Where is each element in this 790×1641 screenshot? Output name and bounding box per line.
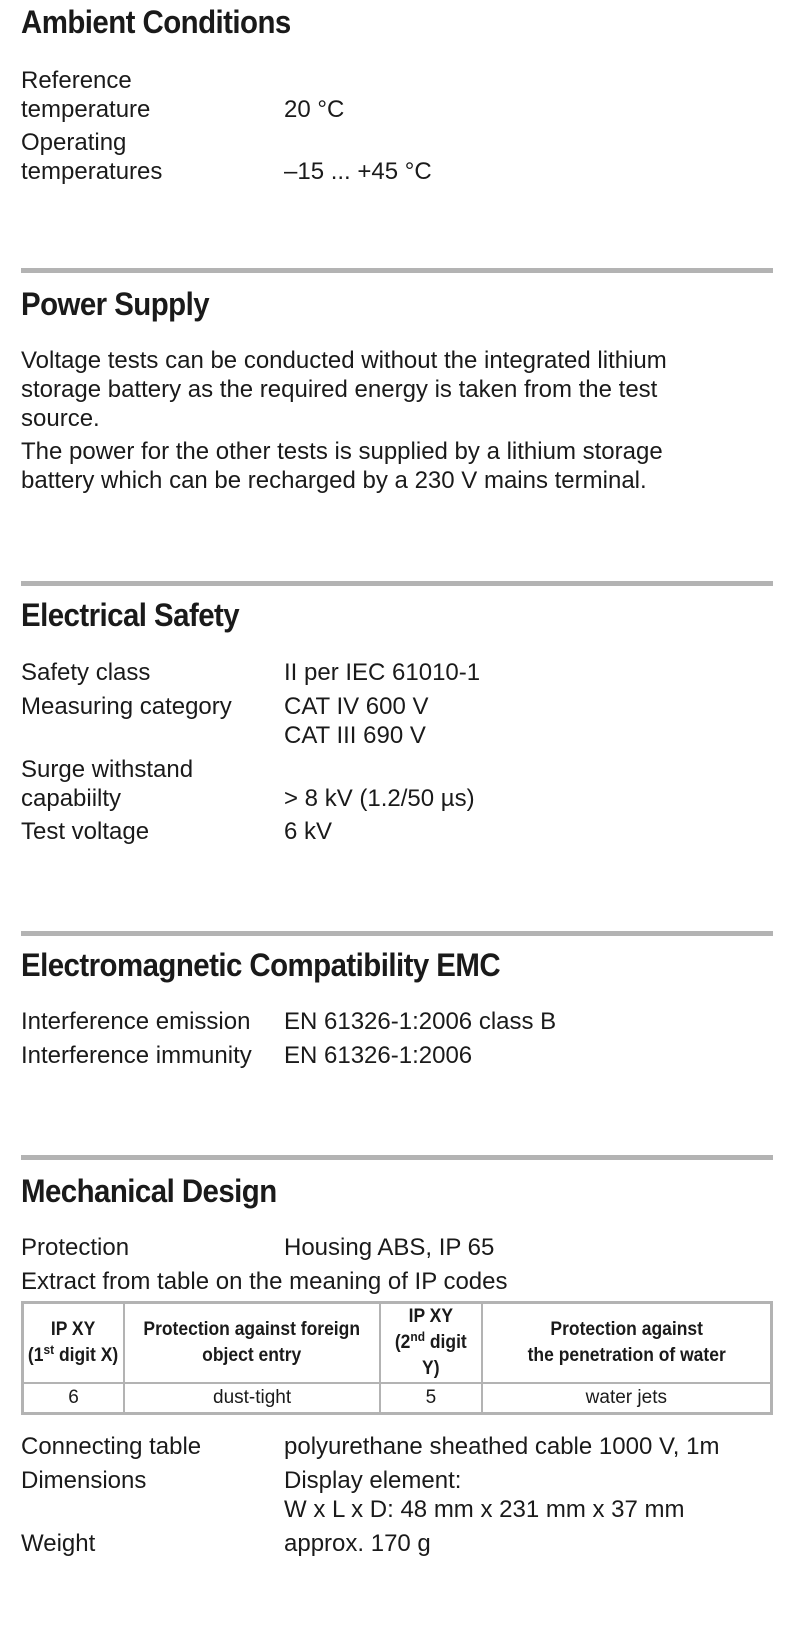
immunity-label: Interference immunity (21, 1042, 252, 1069)
section-divider (21, 268, 773, 273)
test-voltage-label: Test voltage (21, 818, 150, 845)
dimensions-row (21, 1466, 773, 1524)
protection-value: Housing ABS, IP 65 (284, 1234, 495, 1261)
surge-value: > 8 kV (1.2/50 µs) (284, 785, 475, 812)
dimensions-value: Display element: W x L x D: 48 mm x 231 mm x 37 mm (284, 1467, 685, 1523)
connecting-row (21, 1432, 773, 1461)
safety-class-value: II per IEC 61010-1 (284, 659, 481, 686)
measuring-category-label: Measuring category (21, 693, 232, 720)
safety-section (21, 597, 773, 633)
ip-table-header-second-digit: IP XY (2nd digit Y) (380, 1303, 482, 1384)
test-voltage-value: 6 kV (284, 818, 333, 845)
safety-class-row (21, 658, 773, 687)
ip-table-header-first-digit: IP XY (1st digit X) (23, 1303, 125, 1384)
emc-title: Electromagnetic Compatibility EMC (21, 947, 501, 983)
ip-table-header-water: Protection against the penetration of water (482, 1303, 772, 1384)
surge-row (21, 755, 773, 813)
connecting-label: Connecting table (21, 1433, 202, 1460)
operating-temperatures-label: Operating temperatures (21, 129, 163, 185)
protection-label: Protection (21, 1234, 130, 1261)
ip-code-table (21, 1301, 773, 1415)
dimensions-label: Dimensions (21, 1467, 147, 1494)
power-paragraph-1: Voltage tests can be conducted without the integrated lithium storage battery as the required energy is taken from the test source. (21, 347, 667, 432)
safety-title: Electrical Safety (21, 597, 240, 633)
connecting-value: polyurethane sheathed cable 1000 V, 1m (284, 1433, 720, 1460)
ip-table-header-foreign-object: Protection against foreign object entry (124, 1303, 380, 1384)
measuring-category-row (21, 692, 773, 750)
weight-value: approx. 170 g (284, 1530, 431, 1557)
immunity-row (21, 1041, 773, 1070)
table-cell: dust-tight (124, 1383, 380, 1414)
operating-temperatures-row (21, 128, 773, 186)
ip-table-header-row (23, 1303, 772, 1384)
section-divider (21, 1155, 773, 1160)
mechanical-title: Mechanical Design (21, 1173, 277, 1209)
ambient-title: Ambient Conditions (21, 4, 291, 40)
section-divider (21, 581, 773, 586)
emission-row (21, 1007, 773, 1036)
table-cell: 6 (23, 1383, 125, 1414)
safety-class-label: Safety class (21, 659, 151, 686)
immunity-value: EN 61326-1:2006 (284, 1042, 473, 1069)
power-title: Power Supply (21, 286, 210, 322)
mechanical-section (21, 1173, 773, 1209)
table-cell: water jets (482, 1383, 772, 1414)
section-divider (21, 931, 773, 936)
protection-row (21, 1233, 773, 1262)
surge-label: Surge withstand capabiilty (21, 756, 194, 812)
operating-temperatures-value: –15 ... +45 °C (284, 158, 432, 185)
ip-extract-note: Extract from table on the meaning of IP codes (21, 1268, 508, 1295)
test-voltage-row (21, 817, 773, 846)
weight-row (21, 1529, 773, 1558)
emission-value: EN 61326-1:2006 class B (284, 1008, 557, 1035)
weight-label: Weight (21, 1530, 96, 1557)
table-row (23, 1383, 772, 1414)
emc-section (21, 947, 773, 983)
reference-temperature-row (21, 66, 773, 124)
power-paragraph-2: The power for the other tests is supplied by a lithium storage battery which can be recharged by a 230 V mains terminal. (21, 438, 663, 494)
measuring-category-value: CAT IV 600 V CAT III 690 V (284, 693, 429, 749)
power-section (21, 286, 773, 322)
table-cell: 5 (380, 1383, 482, 1414)
reference-temperature-value: 20 °C (284, 96, 345, 123)
emission-label: Interference emission (21, 1008, 251, 1035)
reference-temperature-label: Reference temperature (21, 67, 151, 123)
ambient-section (21, 4, 773, 40)
